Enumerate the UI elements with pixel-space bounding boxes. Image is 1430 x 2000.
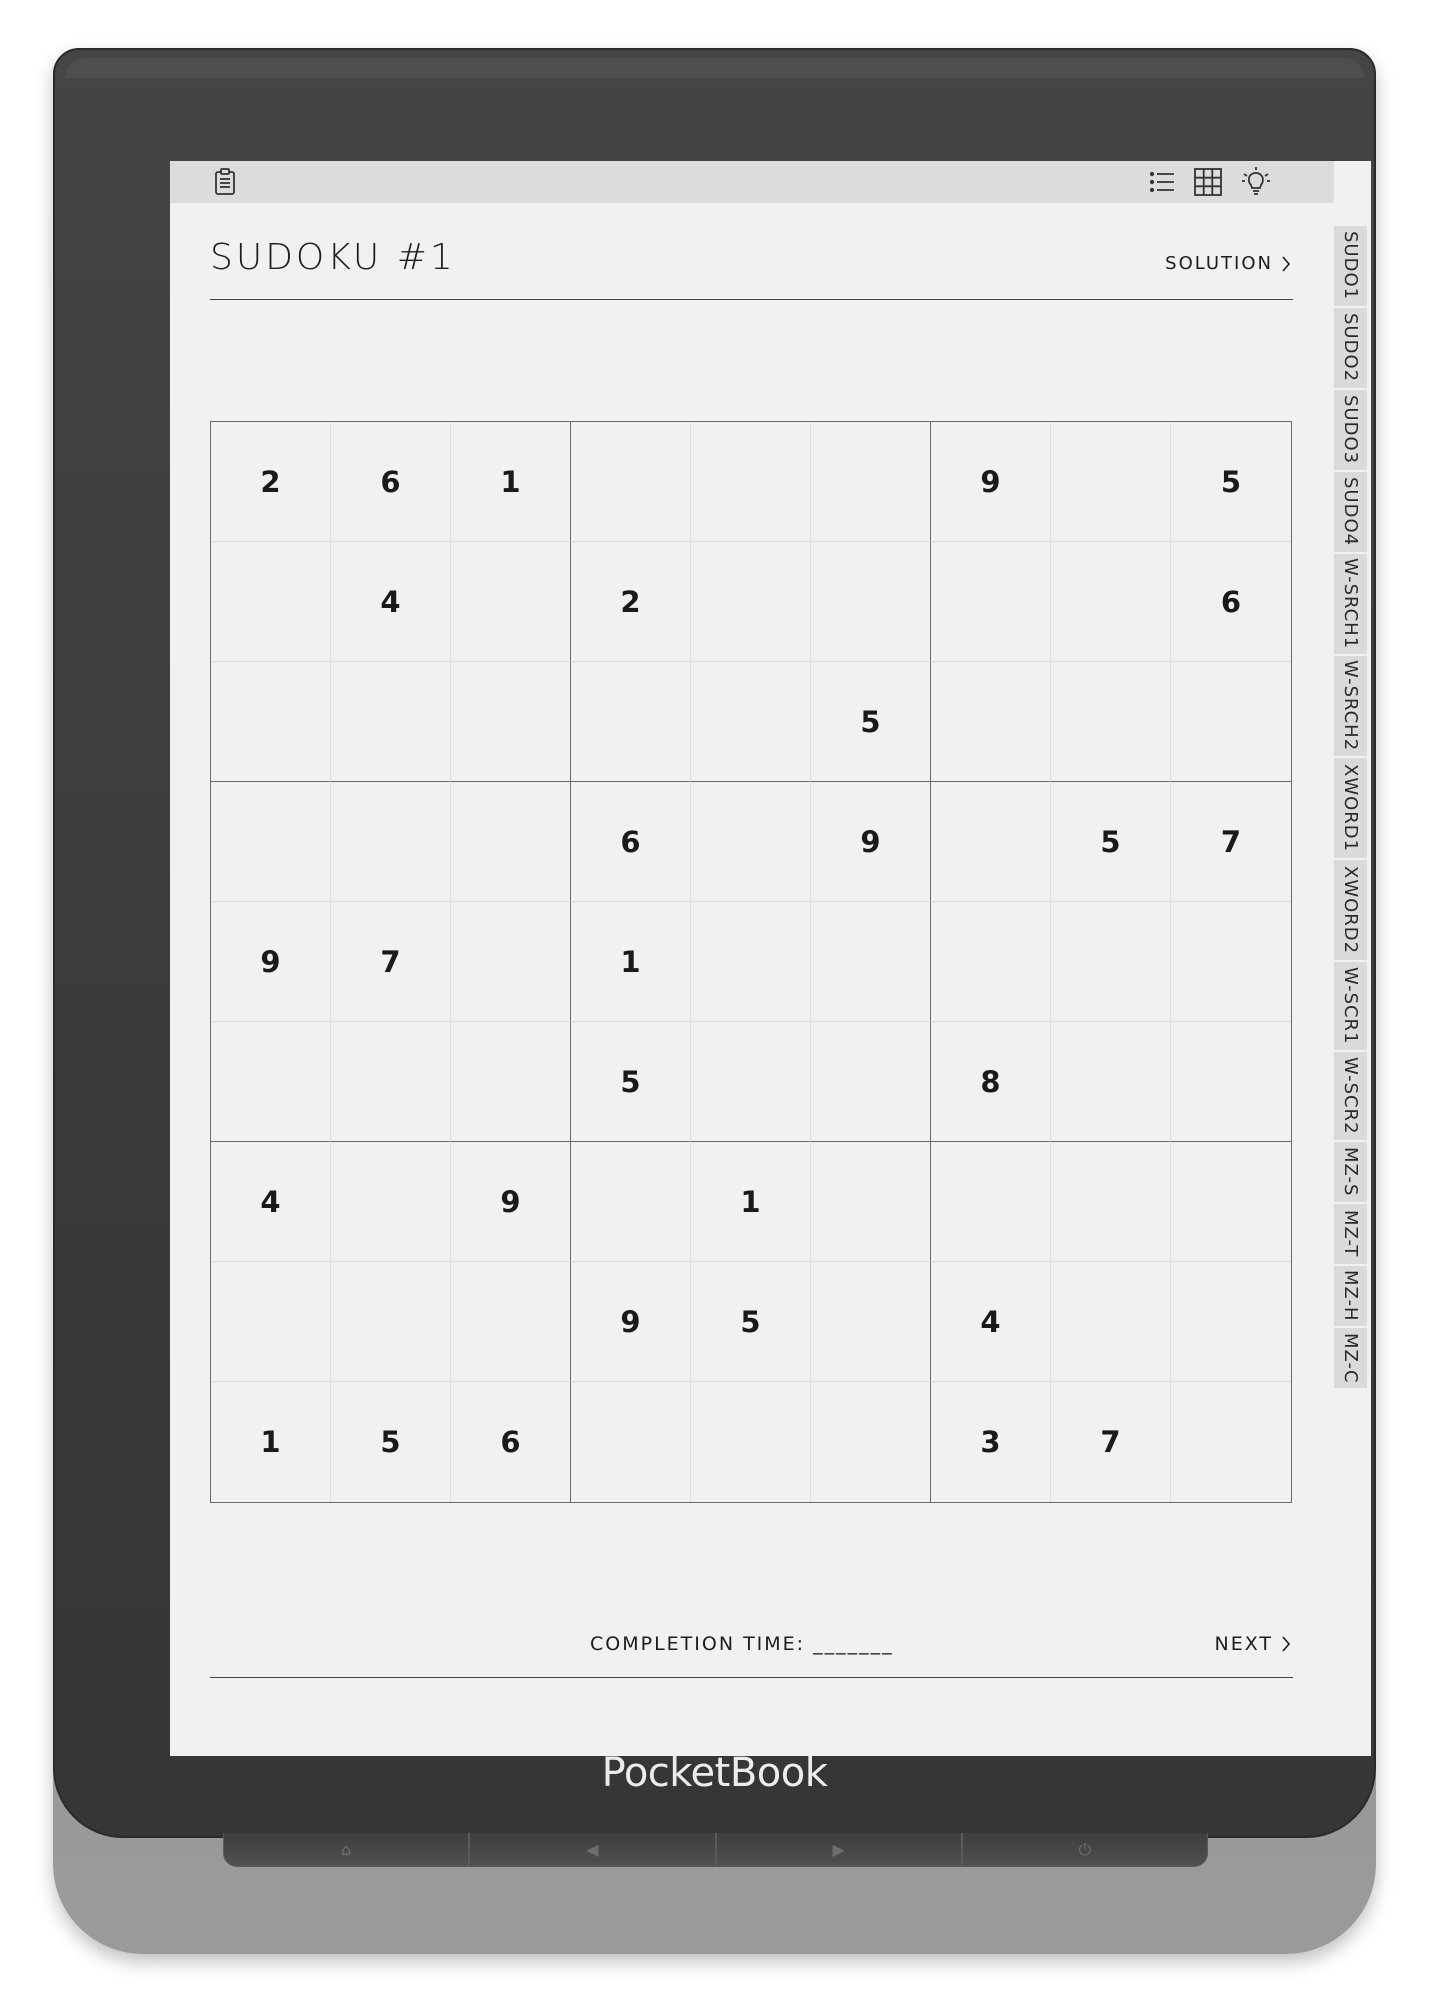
sudoku-cell[interactable]: 1 — [571, 902, 691, 1022]
sudoku-cell[interactable] — [931, 542, 1051, 662]
lightbulb-icon[interactable] — [1240, 166, 1272, 198]
hardware-buttons — [223, 1833, 1208, 1871]
sudoku-cell[interactable]: 8 — [931, 1022, 1051, 1142]
header-divider — [210, 299, 1293, 300]
next-label: NEXT — [1214, 1633, 1273, 1655]
sudoku-cell[interactable] — [1171, 1382, 1291, 1502]
side-tab-bar — [1334, 226, 1371, 1390]
sudoku-cell[interactable]: 6 — [1171, 542, 1291, 662]
grid-icon[interactable] — [1192, 166, 1224, 198]
brand-logo: PocketBook — [601, 1750, 828, 1796]
next-link[interactable] — [1214, 1633, 1291, 1655]
sudoku-cell[interactable]: 2 — [211, 422, 331, 542]
sudoku-cell[interactable] — [451, 662, 571, 782]
sudoku-cell[interactable]: 6 — [571, 782, 691, 902]
toolbar — [170, 161, 1334, 203]
arrow-left-icon: ◀ — [586, 1840, 599, 1859]
side-tab-label: MZ-H — [1340, 1270, 1361, 1322]
chevron-right-icon — [1281, 1635, 1291, 1653]
side-tab-label: SUDO3 — [1340, 395, 1361, 465]
side-tab-label: W-SRCH1 — [1340, 558, 1361, 650]
side-tab-label: W-SCR1 — [1340, 967, 1361, 1045]
side-tab-label: SUDO2 — [1340, 313, 1361, 383]
sudoku-grid — [210, 421, 1292, 1503]
sudoku-cell[interactable]: 6 — [331, 422, 451, 542]
sudoku-cell[interactable] — [571, 1382, 691, 1502]
sudoku-cell[interactable]: 9 — [211, 902, 331, 1022]
sudoku-cell[interactable] — [1051, 662, 1171, 782]
sudoku-cell[interactable] — [931, 902, 1051, 1022]
sudoku-cell[interactable] — [1171, 1262, 1291, 1382]
sudoku-cell[interactable]: 9 — [811, 782, 931, 902]
sudoku-cell[interactable] — [211, 662, 331, 782]
sudoku-cell[interactable] — [451, 542, 571, 662]
sudoku-cell[interactable]: 2 — [571, 542, 691, 662]
sudoku-cell[interactable]: 3 — [931, 1382, 1051, 1502]
list-icon[interactable] — [1146, 166, 1178, 198]
side-tab-mz-t[interactable] — [1334, 1204, 1367, 1266]
side-tab-label: W-SRCH2 — [1340, 660, 1361, 752]
sudoku-cell[interactable] — [1171, 1022, 1291, 1142]
side-tab-w-srch1[interactable] — [1334, 554, 1367, 656]
sudoku-cell[interactable]: 6 — [451, 1382, 571, 1502]
sudoku-cell[interactable] — [1171, 662, 1291, 782]
clipboard-icon[interactable] — [209, 166, 241, 198]
sudoku-cell[interactable]: 5 — [1051, 782, 1171, 902]
sudoku-cell[interactable]: 5 — [691, 1262, 811, 1382]
side-tab-label: SUDO1 — [1340, 231, 1361, 301]
sudoku-cell[interactable] — [691, 1382, 811, 1502]
sudoku-cell[interactable] — [1171, 902, 1291, 1022]
sudoku-cell[interactable]: 1 — [211, 1382, 331, 1502]
side-tab-xword1[interactable] — [1334, 758, 1367, 860]
sudoku-cell[interactable]: 4 — [931, 1262, 1051, 1382]
side-tab-sudo1[interactable] — [1334, 226, 1367, 308]
sudoku-cell[interactable] — [571, 662, 691, 782]
sudoku-cell[interactable]: 9 — [931, 422, 1051, 542]
sudoku-cell[interactable] — [811, 1142, 931, 1262]
sudoku-cell[interactable] — [691, 1022, 811, 1142]
solution-label: SOLUTION — [1165, 253, 1273, 274]
sudoku-cell[interactable] — [331, 1142, 451, 1262]
solution-link[interactable] — [1165, 253, 1291, 274]
page-forward-button[interactable] — [716, 1833, 962, 1867]
sudoku-cell[interactable] — [331, 1262, 451, 1382]
sudoku-cell[interactable] — [811, 1022, 931, 1142]
e-ink-screen — [170, 161, 1371, 1756]
sudoku-cell[interactable]: 1 — [451, 422, 571, 542]
side-tab-sudo2[interactable] — [1334, 308, 1367, 390]
sudoku-cell[interactable] — [691, 662, 811, 782]
sudoku-cell[interactable]: 5 — [571, 1022, 691, 1142]
side-tab-label: W-SCR2 — [1340, 1057, 1361, 1135]
sudoku-cell[interactable] — [931, 782, 1051, 902]
side-tab-w-scr1[interactable] — [1334, 962, 1367, 1052]
sudoku-cell[interactable] — [931, 662, 1051, 782]
sudoku-cell[interactable] — [1051, 422, 1171, 542]
sudoku-cell[interactable]: 1 — [691, 1142, 811, 1262]
completion-time-label: COMPLETION TIME: _______ — [590, 1633, 894, 1655]
home-button[interactable] — [223, 1833, 469, 1867]
side-tab-xword2[interactable] — [1334, 860, 1367, 962]
sudoku-cell[interactable] — [931, 1142, 1051, 1262]
side-tab-w-srch2[interactable] — [1334, 656, 1367, 758]
side-tab-w-scr2[interactable] — [1334, 1052, 1367, 1142]
sudoku-cell[interactable] — [1171, 1142, 1291, 1262]
sudoku-cell[interactable] — [691, 902, 811, 1022]
sudoku-cell[interactable] — [331, 662, 451, 782]
side-tab-mz-c[interactable] — [1334, 1328, 1367, 1390]
sudoku-cell[interactable] — [451, 782, 571, 902]
side-tab-label: MZ-T — [1340, 1210, 1361, 1258]
side-tab-sudo3[interactable] — [1334, 390, 1367, 472]
sudoku-cell[interactable] — [1051, 1262, 1171, 1382]
side-tab-label: XWORD2 — [1340, 865, 1361, 955]
sudoku-cell[interactable] — [691, 782, 811, 902]
side-tab-label: XWORD1 — [1340, 763, 1361, 853]
sudoku-cell[interactable] — [811, 1382, 931, 1502]
sudoku-cell[interactable]: 5 — [331, 1382, 451, 1502]
sudoku-cell[interactable] — [1051, 902, 1171, 1022]
sudoku-cell[interactable]: 4 — [331, 542, 451, 662]
sudoku-cell[interactable] — [451, 1022, 571, 1142]
sudoku-cell[interactable]: 5 — [1171, 422, 1291, 542]
sudoku-cell[interactable] — [1051, 542, 1171, 662]
page-back-button[interactable] — [469, 1833, 715, 1867]
sudoku-cell[interactable] — [211, 1262, 331, 1382]
sudoku-cell[interactable]: 9 — [571, 1262, 691, 1382]
sudoku-cell[interactable] — [691, 542, 811, 662]
sudoku-cell[interactable] — [211, 782, 331, 902]
page-title: SUDOKU #1 — [210, 237, 456, 278]
device-bezel — [53, 48, 1376, 1838]
side-tab-label: MZ-S — [1340, 1147, 1361, 1197]
ereader-device — [53, 48, 1376, 1954]
sudoku-cell[interactable]: 7 — [1051, 1382, 1171, 1502]
side-tab-sudo4[interactable] — [1334, 472, 1367, 554]
sudoku-cell[interactable]: 5 — [811, 662, 931, 782]
sudoku-cell[interactable] — [811, 902, 931, 1022]
footer-divider — [210, 1677, 1293, 1678]
side-tab-label: MZ-C — [1340, 1332, 1361, 1384]
sudoku-cell[interactable] — [811, 542, 931, 662]
sudoku-cell[interactable] — [211, 1022, 331, 1142]
sudoku-cell[interactable] — [571, 1142, 691, 1262]
sudoku-cell[interactable] — [451, 1262, 571, 1382]
sudoku-cell[interactable]: 9 — [451, 1142, 571, 1262]
sudoku-cell[interactable] — [811, 422, 931, 542]
chevron-right-icon — [1281, 255, 1291, 273]
power-button[interactable] — [962, 1833, 1208, 1867]
sudoku-cell[interactable]: 7 — [1171, 782, 1291, 902]
sudoku-cell[interactable]: 7 — [331, 902, 451, 1022]
home-icon: ⌂ — [341, 1840, 352, 1859]
sudoku-cell[interactable] — [571, 422, 691, 542]
sudoku-cell[interactable] — [331, 782, 451, 902]
sudoku-cell[interactable] — [211, 542, 331, 662]
sudoku-cell[interactable] — [1051, 1022, 1171, 1142]
sudoku-cell[interactable] — [811, 1262, 931, 1382]
side-tab-mz-h[interactable] — [1334, 1266, 1367, 1328]
arrow-right-icon: ▶ — [832, 1840, 845, 1859]
side-tab-label: SUDO4 — [1340, 477, 1361, 547]
sudoku-cell[interactable] — [1051, 1142, 1171, 1262]
sudoku-cell[interactable] — [691, 422, 811, 542]
sudoku-cell[interactable]: 4 — [211, 1142, 331, 1262]
sudoku-cell[interactable] — [331, 1022, 451, 1142]
power-icon: ⏻ — [1078, 1839, 1092, 1859]
sudoku-cell[interactable] — [451, 902, 571, 1022]
side-tab-mz-s[interactable] — [1334, 1142, 1367, 1204]
